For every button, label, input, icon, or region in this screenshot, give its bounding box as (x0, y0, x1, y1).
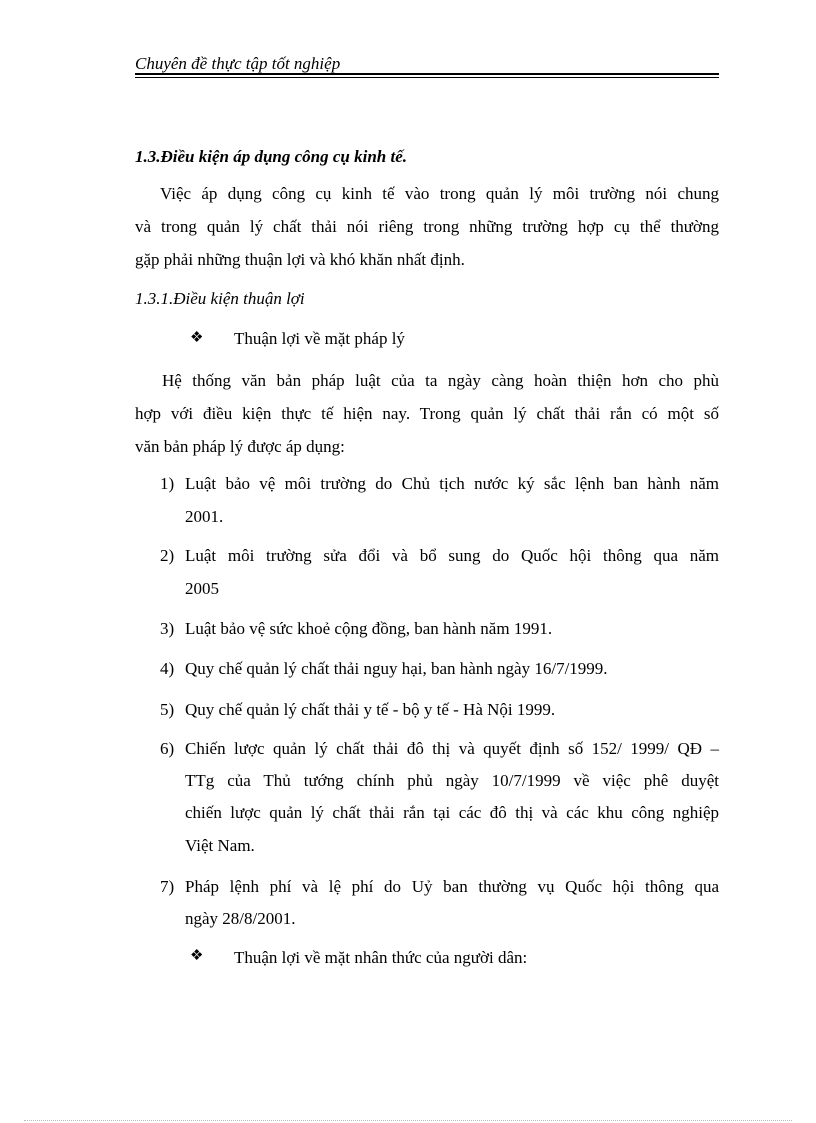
awareness-title: Thuận lợi về mặt nhân thức của người dân: (234, 948, 528, 967)
legal-paragraph-line: hợp với điều kiện thực tế hiện nay. Trong quản lý chất thải rắn có một số (135, 404, 719, 423)
diamond-bullet-icon: ❖ (190, 330, 204, 346)
list-item-line: 2001. (185, 507, 224, 526)
list-number: 2) (160, 546, 175, 565)
list-number: 4) (160, 659, 175, 678)
subsection-heading: 1.3.1.Điều kiện thuận lợi (135, 289, 305, 308)
intro-line: và trong quản lý chất thải nói riêng trong những trường hợp cụ thể thường (135, 217, 719, 236)
page-header (135, 54, 719, 78)
header-rule-thin (135, 77, 719, 78)
section-heading: 1.3.Điều kiện áp dụng công cụ kinh tế. (135, 147, 408, 166)
list-item-line: TTg của Thủ tướng chính phủ ngày 10/7/1999 về việc phê duyệt (185, 771, 719, 790)
legal-paragraph-line: văn bản pháp lý được áp dụng: (135, 437, 345, 456)
list-item-line: Luật bảo vệ môi trường do Chủ tịch nước ký sắc lệnh ban hành năm (185, 474, 719, 493)
list-number: 7) (160, 877, 175, 896)
header-rule (135, 73, 719, 75)
list-number: 6) (160, 739, 175, 758)
legal-paragraph-line: Hệ thống văn bản pháp luật của ta ngày càng hoàn thiện hơn cho phù (162, 371, 719, 390)
list-number: 1) (160, 474, 175, 493)
list-item-line: 2005 (185, 579, 219, 598)
diamond-bullet-icon: ❖ (190, 948, 204, 964)
page-bottom-rule (24, 1120, 792, 1121)
list-item-line: Chiến lược quản lý chất thải đô thị và quyết định số 152/ 1999/ QĐ – (185, 739, 719, 758)
list-item-line: Luật môi trường sửa đổi và bổ sung do Quốc hội thông qua năm (185, 546, 719, 565)
list-item-line: Pháp lệnh phí và lệ phí do Uỷ ban thường vụ Quốc hội thông qua (185, 877, 719, 896)
intro-line: Việc áp dụng công cụ kinh tế vào trong quản lý môi trường nói chung (160, 184, 719, 203)
list-item-line: chiến lược quản lý chất thải rắn tại các đô thị và các khu công nghiệp (185, 803, 719, 822)
intro-line: gặp phải những thuận lợi và khó khăn nhất định. (135, 250, 465, 269)
list-item-line: ngày 28/8/2001. (185, 909, 296, 928)
header-title: Chuyên đề thực tập tốt nghiệp (135, 54, 341, 73)
legal-title: Thuận lợi về mặt pháp lý (234, 329, 405, 348)
list-item-line: Luật bảo vệ sức khoẻ cộng đồng, ban hành năm 1991. (185, 619, 553, 638)
list-item-line: Quy chế quản lý chất thải nguy hại, ban hành ngày 16/7/1999. (185, 659, 608, 678)
list-item-line: Việt Nam. (185, 836, 255, 855)
list-number: 5) (160, 700, 175, 719)
list-number: 3) (160, 619, 175, 638)
list-item-line: Quy chế quản lý chất thải y tế - bộ y tế - Hà Nội 1999. (185, 700, 556, 719)
